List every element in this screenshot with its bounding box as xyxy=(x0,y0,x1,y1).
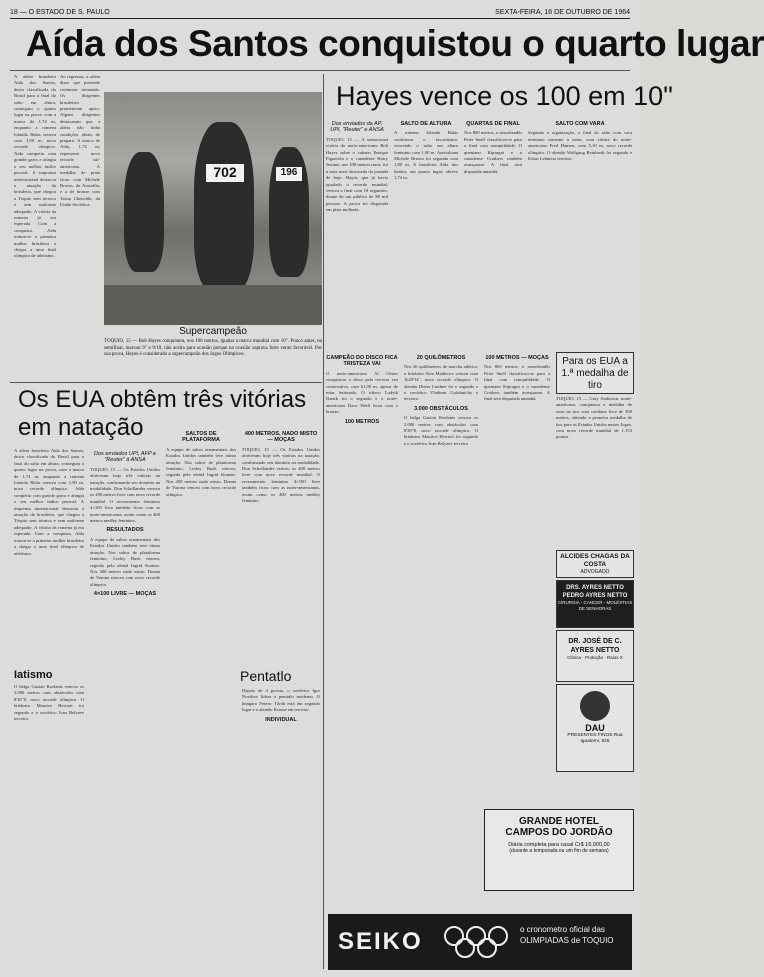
iatismo-col xyxy=(14,684,84,969)
salto-vara-text: Segundo a organização, a final do salto com vara terminou somente à noite, com vitória do norte-americano Fred Hansen, com 5,10 m, novo recorde olímpico. O alemão Wolfgang Reinhardt foi segundo e Klaus Lehnertz terceiro. xyxy=(528,130,634,162)
pentatlo-col xyxy=(242,688,320,968)
photo-caption: TOQUIO, 15 — Bob Hayes conquistou, nos 100 metros, igualar a marca mundial com 10". Pouco antes, na semifinal, marcou 9" e 9/10, não aceita para ocasião porque na ocasião soprava forte vento favorável. Por sua prova, Hayes é considerado a supercampeão dos Jogos Olímpicos. xyxy=(104,339,322,357)
photo-caption-title: Supercampeão xyxy=(179,326,247,337)
hayes-headline: Hayes vence os 100 em 10" xyxy=(336,81,673,111)
ad-alcides xyxy=(556,550,634,578)
ad-ayres-sub: CIRURGIA - CANCER - MOLÉSTIAS DE SENHORAS xyxy=(557,600,633,611)
subhead-campeao: CAMPEÃO DO DISCO FICA TRISTEZA VAI xyxy=(326,355,398,368)
seiko-text: o cronometro oficial das OLIMPIADAS de TOQUIO xyxy=(520,925,614,945)
hayes-col-4 xyxy=(528,118,632,348)
ad-ayres-netto xyxy=(556,580,634,628)
hayes-col-3 xyxy=(464,118,522,348)
shooting-col xyxy=(556,396,632,546)
swim-col-3 xyxy=(166,428,236,968)
ad-grande-hotel xyxy=(484,809,634,891)
subhead-cem-metros: 100 METROS xyxy=(344,418,380,425)
hayes-dateline: Dos enviados da AP, UPI, "Reuter" e ANSA xyxy=(330,121,384,134)
ad-dau xyxy=(556,684,634,772)
hayes-col-2 xyxy=(394,118,458,348)
ad-jose-title: DR. JOSÉ DE C. AYRES NETTO xyxy=(568,638,622,654)
hayes-col-1 xyxy=(326,118,388,348)
tres-mil-text: Nos 800 metros, o neozelandês Peter Snell classificou-se para a final com tranquilidade. O queniano Kiprugut e o canadense Crothers também avançaram. A final será disputada amanhã. xyxy=(484,364,552,402)
subhead-tres-mil: 100 METROS — MOÇAS xyxy=(485,355,549,361)
ad-dau-text: PRESENTES FINOS Rua Iguatemi, 825 xyxy=(567,733,623,744)
runner-left xyxy=(124,152,164,272)
marcha-text: Nos 20 quilômetros de marcha atlética, o britânico Ken Matthews venceu com 1h29'34", novo recorde olímpico. O alemão Dieter Lindner foi o segundo e o soviético Vladimir Golubnichy o terceiro. xyxy=(404,364,480,402)
shooting-text: TOQUIO, 15 — Gary Anderson, norte-americano, conquistou a medalha de ouro no tiro com carabina livre de 300 metros, obtendo a primeira medalha de tiro para os Estados Unidos nestes Jogos, com novo recorde mundial de 1.153 pontos. xyxy=(556,396,634,440)
bib-number-center: 702 xyxy=(206,164,244,182)
subhead-salto-vara: SALTO COM VARA xyxy=(555,121,605,127)
main-headline: Aída dos Santos conquistou o quarto lugar xyxy=(26,23,764,64)
swim-text-1: A atleta brasileira Aída dos Santos, única classificada do Brasil para a final do salto em altura, conseguiu o quarto lugar na prova, com a marca de 1,74 m, enquanto a romena Iolanda Balas venceu com 1,90 m, novo recorde olímpico. Aída competiu com grande garra e atingiu o seu melhor índice pessoal. A imprensa internacional destacou a atuação da brasileira, que chegou a Tóquio sem técnico e sem uniforme adequado. A vitória da romena já era esperada. Com a conquista, Aída tornou-se a primeira mulher brasileira a chegar a uma final olímpica de atletismo. xyxy=(14,448,86,556)
olympic-rings-icon xyxy=(444,924,508,960)
swim-col-1 xyxy=(14,448,84,663)
page-header xyxy=(10,6,630,19)
athletics-photo xyxy=(104,92,322,325)
ad-jose-sub: Clínica · Proteção · Raios X xyxy=(567,655,623,660)
subhead-nado-misto: 400 METROS, NADO MISTO — MOÇAS xyxy=(244,431,318,444)
ad-hotel-line1: GRANDE HOTEL xyxy=(519,816,599,827)
ad-alcides-title: ALCIDES CHAGAS DA COSTA xyxy=(560,553,630,568)
swim-text-4: A equipe de saltos ornamentais dos Estados Unidos também teve ótima atuação. Nos saltos de plataforma feminino, Lesley Bush venceu, seguida pela alemã Ingrid Kramer. Nos 400 metros nado misto, Donna de Varona venceu com novo recorde olímpico. xyxy=(166,446,238,497)
obstaculos-text: O belga Gaston Roelants venceu os 3.000 metros com obstáculos com 8'30"8, novo recorde olímpico. O britânico Maurice Herriott foi segundo e o soviético Ivan Belyaev terceiro. xyxy=(404,415,480,446)
ad-hotel-line2: CAMPOS DO JORDÃO xyxy=(505,827,613,838)
ad-jose xyxy=(556,630,634,682)
subhead-obstaculos: 3.000 OBSTÁCULOS xyxy=(414,405,468,412)
runner-center xyxy=(194,122,254,292)
header-right: SEXTA-FEIRA, 16 DE OUTUBRO DE 1964 xyxy=(495,8,630,16)
subhead-salto-altura: SALTO DE ALTURA xyxy=(400,121,452,127)
seiko-brand: SEIKO xyxy=(338,928,423,955)
hayes-text: TOQUIO, 15 — A sensacional vitória do norte-americano Bob Hayes sobre o cubano Enrique Figuerola e o canadense Harry Jerome, nos 100 metros rasos, foi a nota mais destacada da jornada de hoje. Hayes, que já havia igualado o recorde mundial, venceu a final com 10 segundos, diante de um público de 80 mil pessoas. A prova foi disputada em pista molhada. xyxy=(326,136,390,213)
track-surface xyxy=(104,285,322,325)
subhead-marcha: 20 QUILÔMETROS xyxy=(416,355,466,361)
iatismo-heading: Iatismo xyxy=(14,669,53,681)
shooting-box xyxy=(556,352,634,394)
article-text-col-1: A atleta brasileira Aída dos Santos, única classificada do Brasil para a final do salto em altura, conseguiu o quarto lugar na prova, com a marca de 1,74 m, enquanto a romena Iolanda Balas venceu com 1,90 m, novo recorde olímpico. Aída competiu com grande garra e atingiu o seu melhor índice pessoal. A imprensa internacional destacou a atuação da brasileira, que chegou a Tóquio sem técnico e sem uniforme adequado. A vitória da romena já era esperada. Com a conquista, Aída tornou-se a primeira mulher brasileira a chegar a uma final olímpica de atletismo. xyxy=(14,74,58,259)
swim-dateline: Dos enviados UPI, AFP e "Reuter" à ANSA xyxy=(94,451,156,464)
swimming-headline: Os EUA obtêm três vitórias em natação xyxy=(18,386,307,441)
swim-col-4 xyxy=(242,428,320,663)
ad-hotel-line3: Diária completa para casal Cr$ 16.000,00 xyxy=(508,842,610,848)
subhead-resultados: RESULTADOS xyxy=(106,527,144,534)
dau-logo-icon xyxy=(580,691,610,721)
lower-col-1 xyxy=(326,352,398,908)
quartas-text: Nos 800 metros, o neozelandês Peter Snell classificou-se para a final com tranquilidade. O queniano Kiprugut e o canadense Crothers também avançaram. A final será disputada amanhã. xyxy=(464,130,524,174)
iatismo-text: O belga Gaston Roelants venceu os 3.000 metros com obstáculos com 8'30"8, novo recorde olímpico. O britânico Maurice Herriott foi segundo e o soviético Ivan Belyaev terceiro. xyxy=(14,684,86,722)
lower-col-3 xyxy=(484,352,550,802)
ad-seiko xyxy=(328,914,632,970)
subhead-individual: INDIVIDUAL xyxy=(265,716,297,723)
bib-number-right: 196 xyxy=(276,167,302,181)
disco-text: O norte-americano Al Oerter conquistou o disco pela terceira vez consecutiva, com 61,00 m, apesar de estar lesionado. O tcheco Ludvik Danek foi o segundo e o norte-americano Dave Weill ficou com o bronze. xyxy=(326,370,400,415)
article-text-col-2: Ao regressar, a atleta disse que pretende continuar treinando. Os dirigentes brasileiros prometeram apoio. Alguns dirigentes destacaram que a atleta não tinha condições ideais de preparo. A marca de Aída, 1,74 m, representa novo recorde sul-americano. A medalha de prata ficou com Michele Brown, da Austrália, e a de bronze com Taisia Chenchik, da União Soviética. xyxy=(60,74,102,208)
headline-rule xyxy=(10,70,630,71)
section-rule xyxy=(10,382,322,383)
swim-text-5: TOQUIO, 15 — Os Estados Unidos obtiveram hoje três vitórias na natação, confirmando seu domínio na modalidade. Don Schollander venceu os 400 metros livre com novo recorde mundial. O revezamento feminino 4×100 livre também ficou com as norte-americanas, assim como os 400 metros medley feminino. xyxy=(242,446,322,504)
column-rule xyxy=(323,74,324,969)
ad-alcides-sub: ADVOGADO xyxy=(580,569,610,575)
header-left: 18 — O ESTADO DE S. PAULO xyxy=(10,8,110,16)
article-col-1 xyxy=(14,74,56,374)
pentatlo-heading: Pentatlo xyxy=(240,668,292,684)
pentatlo-text: Depois de 4 provas, o soviético Igor Novikov lidera o pentatlo moderno. O húngaro Ferenc Török está em segundo lugar e o alemão Krause em terceiro. xyxy=(242,688,322,713)
swim-text-2: TOQUIO, 15 — Os Estados Unidos obtiveram hoje três vitórias na natação, confirmando seu domínio na modalidade. Don Schollander venceu os 400 metros livre com novo recorde mundial. O revezamento feminino 4×100 livre também ficou com as norte-americanas, assim como os 400 metros medley feminino. xyxy=(90,466,162,524)
ad-dau-name: DAU xyxy=(585,723,605,733)
salto-altura-text: A romena Iolanda Balas confirmou o favoritismo, vencendo o salto em altura feminino com 1,90 m. Australiana Michele Brown foi segunda com 1,80 m. A brasileira Aída dos Santos, em quarto lugar, obteve 1,74 m. xyxy=(394,130,460,181)
swim-col-2 xyxy=(90,448,160,968)
subhead-quartas: QUARTAS DE FINAL xyxy=(466,121,520,127)
shooting-box-title: Para os EUA a 1.ª medalha de tiro xyxy=(561,356,629,391)
ad-hotel-line4: (durante a temporada ou um fim de semana) xyxy=(509,848,609,854)
lower-col-2 xyxy=(404,352,478,908)
article-col-2 xyxy=(60,74,100,374)
subhead-saltos: SALTOS DE PLATAFORMA xyxy=(182,431,220,444)
ad-ayres-title: DRS. AYRES NETTO PEDRO AYRES NETTO xyxy=(562,585,628,599)
subhead-revezamento: 4×100 LIVRE — MOÇAS xyxy=(93,591,157,598)
swim-text-3: A equipe de saltos ornamentais dos Estados Unidos também teve ótima atuação. Nos saltos de plataforma feminino, Lesley Bush venceu, seguida pela alemã Ingrid Kramer. Nos 400 metros nado misto, Donna de Varona venceu com novo recorde olímpico. xyxy=(90,536,162,587)
